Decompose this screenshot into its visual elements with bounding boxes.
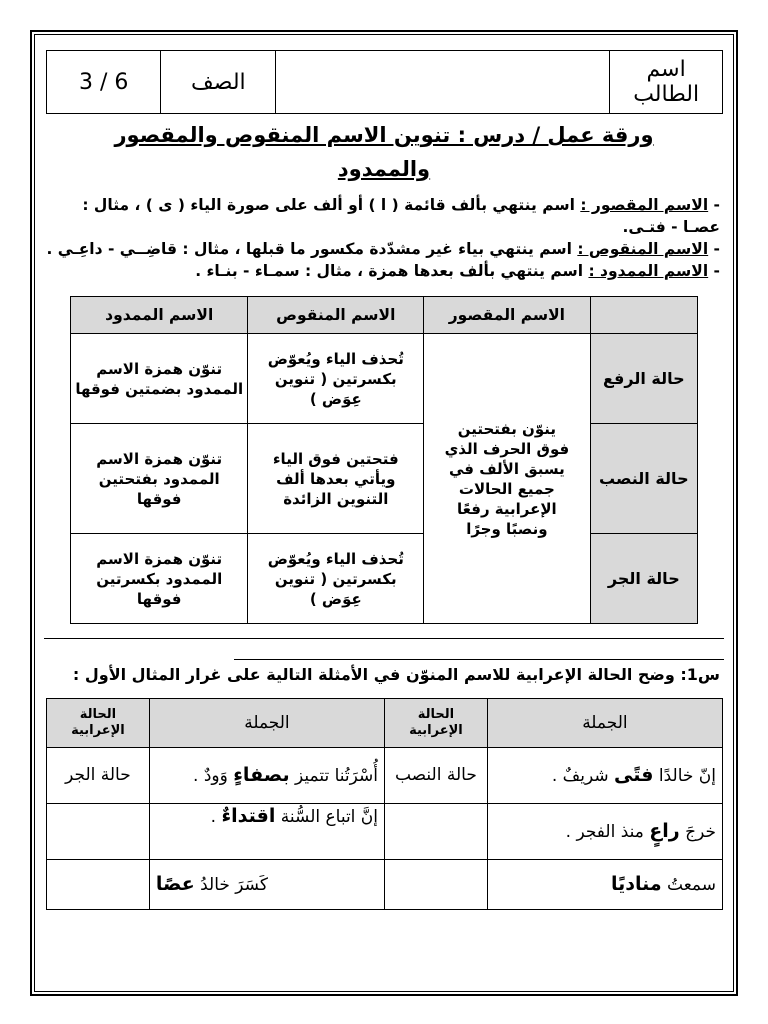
maqsur-rule: ينوّن بفتحتين فوق الحرف الذي يسبق الألف في جميع الحالات الإعرابية رفعًا ونصبًا وجرًا	[424, 334, 591, 624]
highlighted-noun: راعٍ	[649, 819, 680, 842]
definition-term: الاسم الممدود :	[588, 262, 709, 280]
state-jarr: حالة الجر	[590, 534, 697, 624]
manqus-jarr: تُحذف الياء ويُعوّض بكسرتين ( تنوين عِوَض )	[248, 534, 424, 624]
class-value: 3 / 6	[47, 51, 161, 114]
worksheet	[44, 50, 724, 910]
col-header-mamdud: الاسم الممدود	[71, 297, 248, 334]
definition-mamdud: - الاسم الممدود : اسم ينتهي بألف بعدها همزة ، مثال : سمـاء - بنـاء .	[195, 262, 720, 280]
highlighted-noun: عصًا	[155, 872, 195, 895]
student-name-field[interactable]	[276, 51, 610, 114]
col-header-sentence: الجملة	[487, 699, 722, 748]
divider-line-short	[234, 659, 724, 660]
col-header-case: الحالة الإعرابية	[385, 699, 488, 748]
state-nasb: حالة النصب	[590, 424, 697, 534]
definition-maqsur: - الاسم المقصور : اسم ينتهي بألف قائمة ( ا ) أو ألف على صورة الياء ( ى ) ، مثال : عصـا - فتـى.	[82, 196, 720, 236]
col-header-case: الحالة الإعرابية	[47, 699, 150, 748]
definition-text: اسم ينتهي بياء غير مشدّدة مكسور ما قبلها ، مثال : قاضِــي - داعِـي .	[46, 240, 578, 258]
case-answer[interactable]	[47, 804, 150, 860]
case-answer[interactable]: حالة النصب	[385, 748, 488, 804]
mamdud-raf: تنوّن همزة الاسم الممدود بضمتين فوقها	[71, 334, 248, 424]
example-sentence: أُسْرَتُنا تتميز بصفاءٍ وَودٌ .	[149, 748, 384, 804]
corner-cell	[590, 297, 697, 334]
case-answer[interactable]	[385, 860, 488, 910]
definition-text: اسم ينتهي بألف قائمة ( ا ) أو ألف على صورة الياء ( ى ) ، مثال : عصـا - فتـى.	[82, 196, 720, 236]
example-sentence: إنّ خالدًا فتًى شريفٌ .	[487, 748, 722, 804]
definition-manqus: - الاسم المنقوص : اسم ينتهي بياء غير مشدّدة مكسور ما قبلها ، مثال : قاضِــي - داعِـي .	[46, 240, 720, 258]
examples-table	[46, 698, 723, 910]
worksheet-title: ورقة عمل / درس : تنوين الاسم المنقوص والمقصور والممدود	[114, 123, 654, 181]
definition-text: اسم ينتهي بألف بعدها همزة ، مثال : سمـاء - بنـاء .	[195, 262, 589, 280]
case-answer[interactable]	[385, 804, 488, 860]
example-sentence: كَسَرَ خالدُ عصًا	[149, 860, 384, 910]
col-header-maqsur: الاسم المقصور	[424, 297, 591, 334]
definition-term: الاسم المنقوص :	[577, 240, 709, 258]
header-table	[46, 50, 723, 114]
student-name-label: اسم الطالب	[610, 51, 723, 114]
definition-term: الاسم المقصور :	[580, 196, 709, 214]
highlighted-noun: مناديًا	[610, 872, 662, 895]
example-sentence: إنَّ اتباع السُّنة اقتداءٌ .	[149, 804, 384, 860]
mamdud-jarr: تنوّن همزة الاسم الممدود بكسرتين فوقها	[71, 534, 248, 624]
example-sentence: سمعتُ مناديًا	[487, 860, 722, 910]
class-label: الصف	[161, 51, 276, 114]
mamdud-nasb: تنوّن همزة الاسم الممدود بفتحتين فوقها	[71, 424, 248, 534]
col-header-sentence: الجملة	[149, 699, 384, 748]
case-answer[interactable]: حالة الجر	[47, 748, 150, 804]
highlighted-noun: بصفاءٍ	[233, 763, 290, 786]
question-1: س1: وضح الحالة الإعرابية للاسم المنوّن في الأمثلة التالية على غرار المثال الأول :	[72, 665, 720, 684]
case-answer[interactable]	[47, 860, 150, 910]
example-sentence: خرجَ راعٍ منذ الفجر .	[487, 804, 722, 860]
highlighted-noun: فتًى	[614, 763, 654, 786]
highlighted-noun: اقتداءٌ	[221, 805, 276, 827]
definitions	[44, 194, 724, 282]
manqus-nasb: فتحتين فوق الياء ويأتي بعدها ألف التنوين الزائدة	[248, 424, 424, 534]
manqus-raf: تُحذف الياء ويُعوّض بكسرتين ( تنوين عِوَض )	[248, 334, 424, 424]
divider-line	[44, 638, 724, 639]
comparison-table	[70, 296, 698, 624]
col-header-manqus: الاسم المنقوص	[248, 297, 424, 334]
state-raf: حالة الرفع	[590, 334, 697, 424]
